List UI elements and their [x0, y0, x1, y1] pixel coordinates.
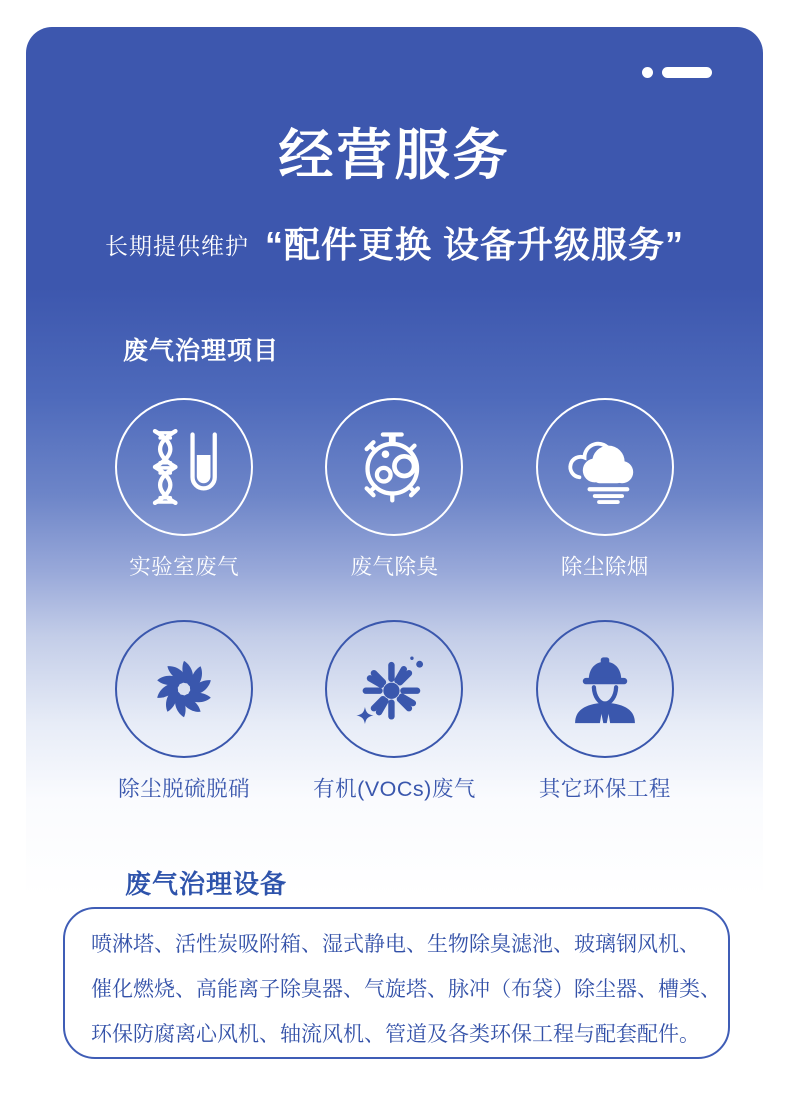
icon-circle: [536, 620, 674, 758]
icon-circle: [115, 398, 253, 536]
turbine-swirl-icon: [143, 648, 225, 730]
icon-circle: [325, 398, 463, 536]
engineer-helmet-icon: [564, 648, 646, 730]
maintain-label: 长期提供维护: [104, 232, 249, 259]
header-decoration: [642, 67, 712, 78]
project-item-deodorize: [289, 398, 499, 581]
project-label: 废气除臭: [350, 555, 439, 579]
starburst-icon: [353, 648, 435, 730]
projects-row-1: [79, 398, 710, 581]
dna-testtube-icon: [143, 426, 225, 508]
project-label: 除尘脱硫脱硝: [118, 777, 251, 801]
projects-row-2: [79, 620, 710, 803]
icon-circle: [115, 620, 253, 758]
project-label: 除尘除烟: [560, 555, 649, 579]
equipment-heading: 废气治理设备: [125, 869, 288, 899]
equipment-line: 喷淋塔、活性炭吸附箱、湿式静电、生物除臭滤池、玻璃钢风机、: [91, 933, 700, 956]
project-item-dust-smoke: [500, 398, 710, 581]
cloud-smoke-icon: [564, 426, 646, 508]
dot-decoration-icon: [642, 67, 653, 78]
project-item-vocs: [289, 620, 499, 803]
virus-cell-icon: [353, 426, 435, 508]
project-item-lab-gas: [79, 398, 289, 581]
project-item-other-projects: [500, 620, 710, 803]
pill-decoration-icon: [662, 67, 712, 78]
project-label: 有机(VOCs)废气: [313, 777, 476, 801]
project-item-desulfur: [79, 620, 289, 803]
icon-circle: [536, 398, 674, 536]
subtitle: [26, 223, 763, 266]
equipment-line: 催化燃烧、高能离子除臭器、气旋塔、脉冲（布袋）除尘器、槽类、: [91, 978, 721, 1001]
projects-heading: 废气治理项目: [123, 337, 280, 365]
equipment-line: 环保防腐离心风机、轴流风机、管道及各类环保工程与配套配件。: [91, 1023, 700, 1046]
equipment-list-box: [63, 907, 730, 1059]
project-label: 其它环保工程: [538, 777, 671, 801]
icon-circle: [325, 620, 463, 758]
project-label: 实验室废气: [129, 555, 240, 579]
page-title: 经营服务: [278, 124, 511, 186]
service-quote: “配件更换 设备升级服务”: [264, 224, 684, 265]
